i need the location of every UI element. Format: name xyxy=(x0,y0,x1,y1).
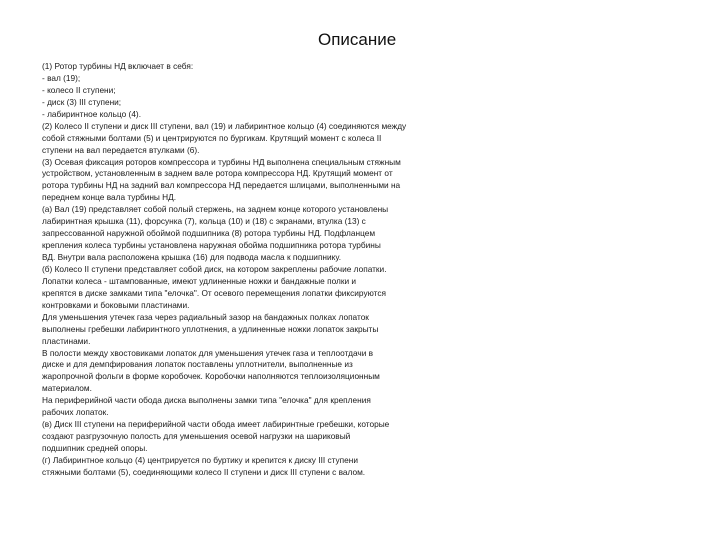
text-line: (1) Ротор турбины НД включает в себя: xyxy=(42,61,194,71)
text-line: ротора турбины НД на задний вал компрессора НД передается шлицами, выполненными на xyxy=(42,180,401,191)
text-line: устройством, установленным в заднем вале ротора компрессора НД. Крутящий момент от xyxy=(42,168,393,179)
text-line: (в) Диск III ступени на периферийной части обода имеет лабиринтные гребешки, которые xyxy=(42,419,390,430)
text-line: собой стяжными болтами (5) и центрируются по бургикам. Крутящий момент с колеса II xyxy=(42,132,382,143)
text-line: Для уменьшения утечек газа через радиальный зазор на бандажных полках лопаток xyxy=(42,311,369,322)
text-line: контровками и боковыми пластинами. xyxy=(42,299,190,310)
description-body xyxy=(42,61,462,479)
text-line: лабиринтная крышка (11), форсунка (7), кольца (10) и (18) с экранами, втулка (13) с xyxy=(42,216,366,227)
text-line: На периферийной части обода диска выполнены замки типа "елочка" для крепления xyxy=(42,395,371,406)
text-line: - диск (3) III ступени; xyxy=(42,96,122,107)
text-line: В полости между хвостовиками лопаток для уменьшения утечек газа и теплоотдачи в xyxy=(42,347,374,358)
text-line: запрессованной наружной обоймой подшипника (8) ротора турбины НД. Подфланцем xyxy=(42,228,376,239)
text-line: крепятся в диске замками типа "елочка". От осевого перемещения лопатки фиксируются xyxy=(42,287,386,298)
text-line: крепления колеса турбины установлена наружная обойма подшипника ротора турбины xyxy=(42,240,381,251)
text-line: (2) Колесо II ступени и диск III ступени, вал (19) и лабиринтное кольцо (4) соединяются между xyxy=(42,120,407,131)
text-line: подшипник средней опоры. xyxy=(42,443,148,453)
text-line: переднем конце вала турбины НД. xyxy=(42,192,177,203)
page-title: Описание xyxy=(318,30,397,49)
text-line: жаропрочной фольги в форме коробочек. Коробочки наполняются теплоизоляционным xyxy=(42,371,380,382)
text-line: материалом. xyxy=(42,383,92,394)
text-line: (г) Лабиринтное кольцо (4) центрируется по буртику и крепится к диску III ступени xyxy=(42,454,358,465)
text-line: стяжными болтами (5), соединяющими колесо II ступени и диск III ступени с валом. xyxy=(42,466,366,477)
text-line: ВД. Внутри вала расположена крышка (16) для подвода масла к подшипнику. xyxy=(42,252,341,262)
text-line: пластинами. xyxy=(42,335,91,346)
text-line: создают разгрузочную полость для уменьшения осевой нагрузки на шариковый xyxy=(42,431,351,442)
text-line: рабочих лопаток. xyxy=(42,407,109,418)
text-line: - вал (19); xyxy=(42,72,81,83)
text-line: диске и для демпфирования лопаток поставлены уплотнители, выполненные из xyxy=(42,359,353,370)
text-line: (3) Осевая фиксация роторов компрессора и турбины НД выполнена специальным стяжным xyxy=(42,156,401,167)
text-line: Лопатки колеса - штампованные, имеют удлиненные ножки и бандажные полки и xyxy=(42,275,357,286)
text-line: выполнены гребешки лабиринтного уплотнения, а удлиненные ножки лопаток закрыты xyxy=(42,323,379,334)
text-line: ступени на вал передается втулками (6). xyxy=(42,144,200,155)
text-line: - лабиринтное кольцо (4). xyxy=(42,108,141,119)
text-line: (б) Колесо II ступени представляет собой диск, на котором закреплены рабочие лопатки. xyxy=(42,263,387,274)
text-line: (а) Вал (19) представляет собой полый стержень, на заднем конце которого установлены xyxy=(42,204,389,215)
text-line: - колесо II ступени; xyxy=(42,84,116,95)
